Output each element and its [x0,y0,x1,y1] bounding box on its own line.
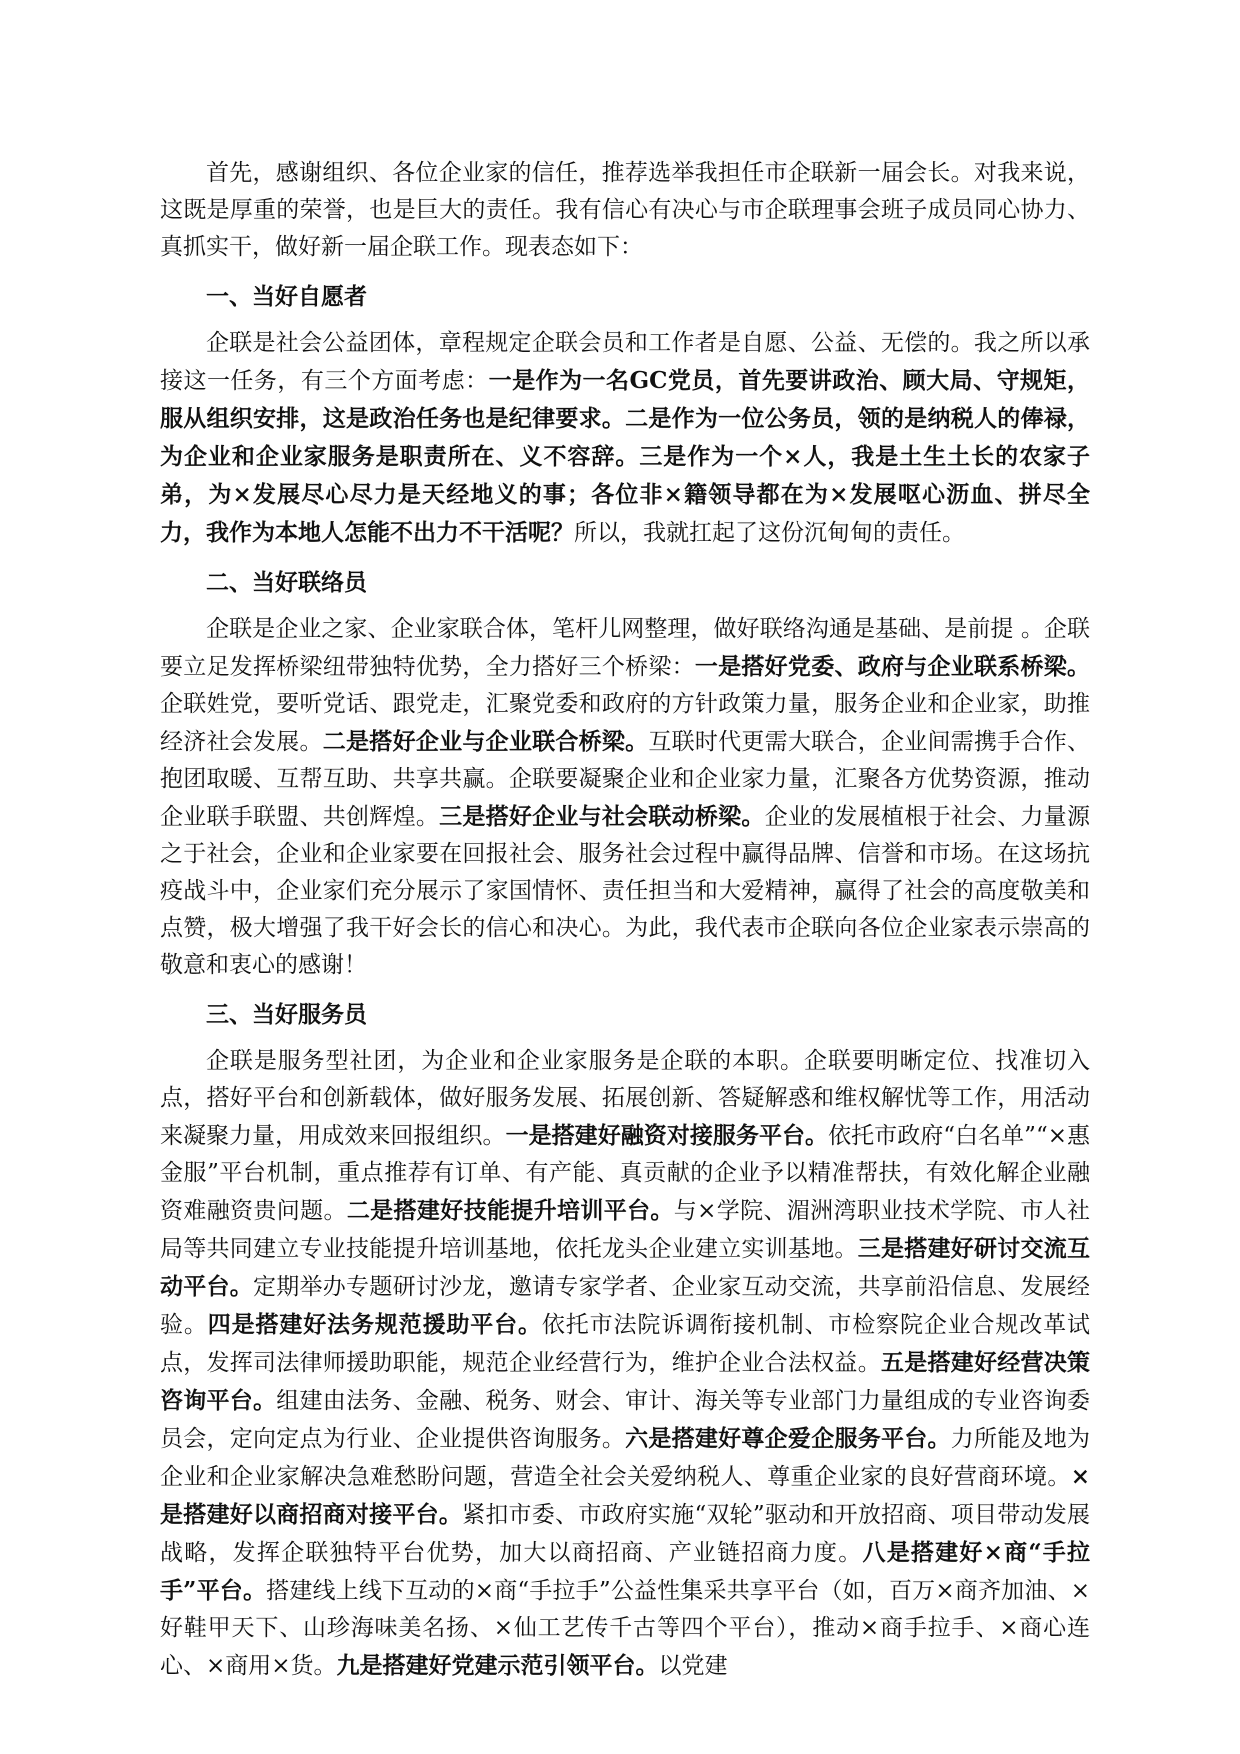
text-run: 以党建 [658,1653,728,1679]
text-run: 企业的发展植根于社会、力量源之于社会，企业和企业家要在回报社会、服务社会过程中赢得品牌、信誉和市场。在这场抗疫战斗中，企业家们充分展示了家国情怀、责任担当和大爱精神，赢得了社会的高度敬美和点赞，极大增强了我干好会长的信心和决心。为此，我代表市企联向各位企业家表示崇高的敬意和衷心的感谢！ [160,804,1091,978]
bold-text-run: 一是作为一名GC党员，首先要讲政治、顾大局、守规矩，服从组织安排，这是政治任务也是纪律要求。二是作为一位公务员，领的是纳税人的俸禄，为企业和企业家服务是职责所在、义不容辞。三是作为一个×人，我是土生土长的农家子弟，为×发展尽心尽力是天经地义的事；各位非×籍领导都在为×发展呕心沥血、拼尽全力，我作为本地人怎能不出力不干活呢？ [160,367,1091,546]
text-run: 组建由法务、金融、税务、财会、审计、海关等专业部门力量组成的专业咨询委员会，定向定点为行业、企业提供咨询服务。 [160,1388,1091,1452]
section-heading-3: 三、当好服务员 [206,1001,367,1028]
section-paragraph-3 [160,1043,1090,1685]
text-run: 搭建线上线下互动的×商“手拉手”公益性集采共享平台（如，百万×商齐加油、×好鞋甲天下、山珍海味美名扬、×仙工艺传千古等四个平台），推动×商手拉手、×商心连心、×商用×货。 [160,1578,1090,1679]
section-paragraph-2 [160,611,1090,984]
text-run: 企联是企业之家、企业家联合体，笔杆儿网整理，做好联络沟通是基础、是前提 。企联要立足发挥桥梁纽带独特优势，全力搭好三个桥梁： [160,616,1090,680]
section-paragraph-1 [160,325,1090,552]
text-run: 依托市政府“白名单”“×惠金服”平台机制，重点推荐有订单、有产能、真贡献的企业予以精准帮扶，有效化解企业融资难融资贵问题。 [160,1123,1091,1224]
bold-text-run: 一是搭建好融资对接服务平台。 [505,1122,829,1149]
bold-text-run: 三是搭好企业与社会联动桥梁。 [439,803,765,830]
section-heading-1: 一、当好自愿者 [206,283,367,310]
text-run: 与×学院、湄洲湾职业技术学院、市人社局等共同建立专业技能提升培训基地，依托龙头企业建立实训基地。 [160,1198,1091,1262]
bold-text-run: 九是搭建好党建示范引领平台。 [336,1652,659,1679]
bold-text-run: ×是搭建好以商招商对接平台。 [160,1463,1090,1528]
text-run: 所以，我就扛起了这份沉甸甸的责任。 [574,520,965,546]
intro-paragraph: 首先，感谢组织、各位企业家的信任，推荐选举我担任市企联新一届会长。对我来说，这既是厚重的荣誉，也是巨大的责任。我有信心有决心与市企联理事会班子成员同心协力、真抓实干，做好新一届企联工作。现表态如下： [160,160,1090,260]
text-run: 力所能及地为企业和企业家解决急难愁盼问题，营造全社会关爱纳税人、尊重企业家的良好营商环境。 [160,1426,1091,1490]
text-run: 定期举办专题研讨沙龙，邀请专家学者、企业家互动交流，共享前沿信息、发展经验。 [160,1274,1091,1338]
bold-text-run: 四是搭建好法务规范援助平台。 [207,1311,542,1338]
bold-text-run: 一是搭好党委、政府与企业联系桥梁。 [694,653,1091,680]
text-run: 紧扣市委、市政府实施“双轮”驱动和开放招商、项目带动发展战略，发挥企联独特平台优势，加大以商招商、产业链招商力度。 [160,1502,1090,1566]
text-run: 依托市法院诉调衔接机制、市检察院企业合规改革试点，发挥司法律师援助职能，规范企业经营行为，维护企业合法权益。 [160,1312,1091,1376]
bold-text-run: 六是搭建好尊企爱企服务平台。 [625,1425,951,1452]
text-run: 企联姓党，要听党话、跟党走，汇聚党委和政府的方针政策力量，服务企业和企业家，助推经济社会发展。 [160,691,1090,755]
text-run: 互联时代更需大联合，企业间需携手合作、抱团取暖、互帮互助、共享共赢。企联要凝聚企业和企业家力量，汇聚各方优势资源，推动企业联手联盟、共创辉煌。 [160,729,1091,830]
bold-text-run: 五是搭建好经营决策咨询平台。 [160,1349,1091,1414]
bold-text-run: 三是搭建好研讨交流互动平台。 [160,1235,1091,1300]
section-heading-2: 二、当好联络员 [206,569,367,596]
bold-text-run: 二是搭建好技能提升培训平台。 [346,1197,674,1224]
text-run: 企联是服务型社团，为企业和企业家服务是企联的本职。企联要明晰定位、找准切入点，搭好平台和创新载体，做好服务发展、拓展创新、答疑解惑和维权解忧等工作，用活动来凝聚力量，用成效来回报组织。 [160,1048,1090,1149]
bold-text-run: 八是搭建好×商“手拉手”平台。 [160,1539,1090,1604]
text-run: 企联是社会公益团体，章程规定企联会员和工作者是自愿、公益、无偿的。我之所以承接这一任务，有三个方面考虑： [160,330,1090,394]
document-page [160,155,1090,1685]
bold-text-run: 二是搭好企业与企业联合桥梁。 [322,728,649,755]
